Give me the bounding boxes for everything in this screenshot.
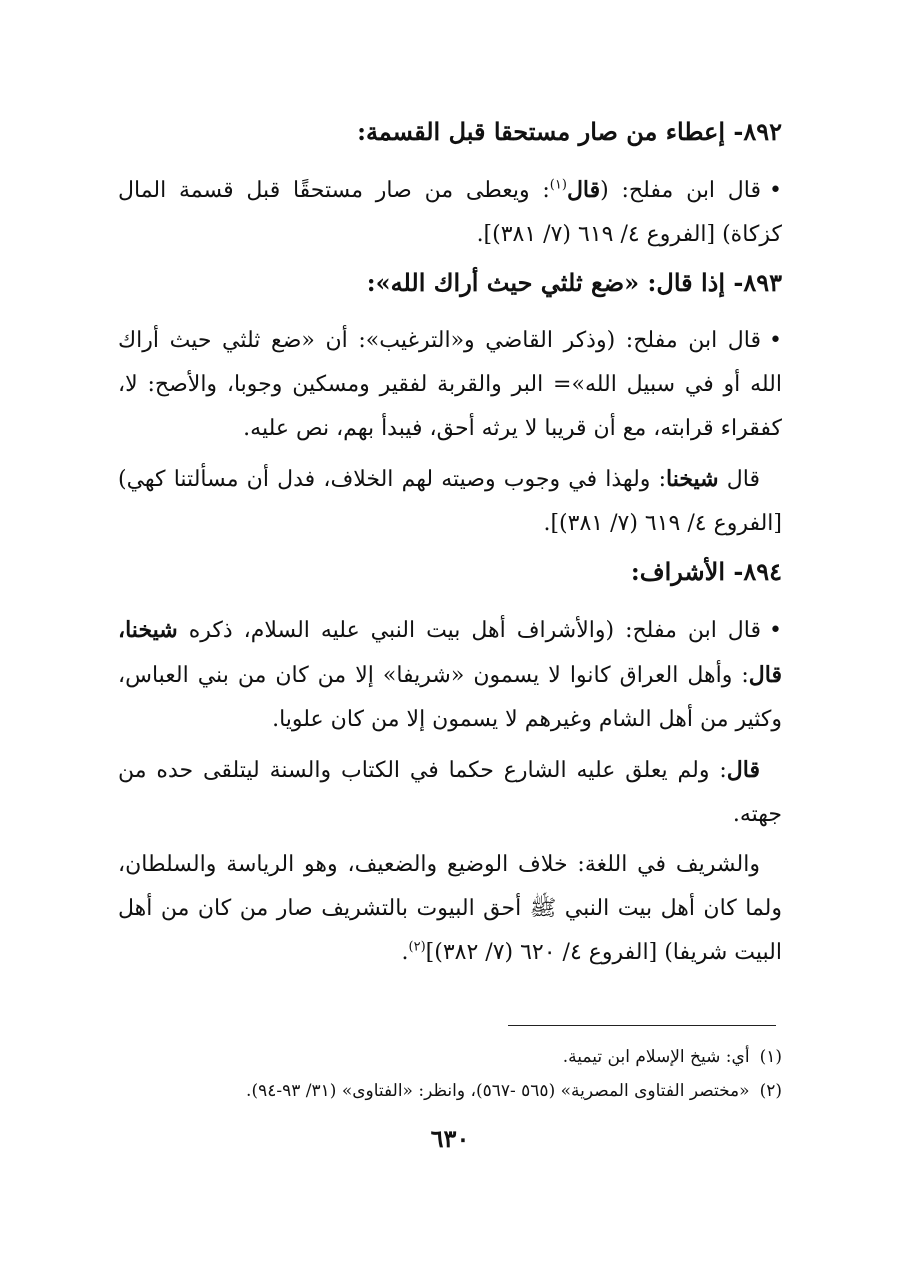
paragraph-text: : وأهل العراق كانوا لا يسمون «شريفا» إلا من كان من بني العباس، وكثير من أهل الشام وغيرهم لا يسمون إلا من كان علويا. xyxy=(118,663,782,732)
bold-term: شيخنا، قال xyxy=(118,617,782,688)
paragraph-text: قال ابن مفلح: ( xyxy=(600,178,762,203)
paragraph-text: والشريف في اللغة: خلاف الوضيع والضعيف، وهو الرياسة والسلطان، ولما كان أهل بيت النبي ﷺ أحق البيوت بالتشريف صار من كان من أهل البيت شريفا) [الفروع ٤/ ٦٢٠ (٧/ ٣٨٢)] xyxy=(118,852,782,965)
footnote-number: (٢) xyxy=(759,1081,782,1101)
paragraph-892-1 xyxy=(118,168,782,257)
footnotes xyxy=(118,1040,782,1108)
bold-term: قال xyxy=(726,757,760,783)
paragraph-894-3 xyxy=(118,843,782,975)
paragraph-text: قال ابن مفلح: (والأشراف أهل بيت النبي عليه السلام، ذكره xyxy=(177,618,762,643)
paragraph-894-1 xyxy=(118,608,782,742)
footnote-1 xyxy=(118,1040,782,1074)
paragraph-text: . xyxy=(401,940,409,965)
paragraph-text: قال ابن مفلح: (وذكر القاضي و«الترغيب»: أن «ضع ثلثي حيث أراك الله أو في سبيل الله»= البر والقربة لفقير ومسكين وجوبا، والأصح: لا، كفقراء قرابته، مع أن قريبا لا يرثه أحق، فيبدأ بهم، نص عليه. xyxy=(118,328,782,441)
footnote-text: «مختصر الفتاوى المصرية» (٥٦٥ -٥٦٧)، وانظر: «الفتاوى» (٣١/ ٩٣-٩٤). xyxy=(246,1081,750,1101)
paragraph-text: : ولهذا في وجوب وصيته لهم الخلاف، فدل أن مسألتنا كهي) [الفروع ٤/ ٦١٩ (٧/ ٣٨١)]. xyxy=(118,467,782,536)
footnote-2 xyxy=(118,1074,782,1108)
paragraph-text: قال xyxy=(718,467,761,492)
book-page-body xyxy=(118,112,782,981)
footnote-ref-1[interactable]: (١) xyxy=(549,177,567,193)
section-heading-893: ٨٩٣- إذا قال: «ضع ثلثي حيث أراك الله»: xyxy=(366,268,782,297)
section-heading-892: ٨٩٢- إعطاء من صار مستحقا قبل القسمة: xyxy=(357,117,782,146)
footnote-number: (١) xyxy=(759,1047,782,1067)
page-number: ٦٣٠ xyxy=(430,1124,470,1153)
footnote-ref-2[interactable]: (٢) xyxy=(408,939,426,955)
footnote-divider xyxy=(508,1025,776,1026)
footnote-text: أي: شيخ الإسلام ابن تيمية. xyxy=(562,1047,750,1067)
paragraph-893-1 xyxy=(118,319,782,451)
bullet-icon: • xyxy=(769,618,782,643)
bullet-icon: • xyxy=(769,328,782,353)
bullet-icon: • xyxy=(769,178,782,203)
paragraph-text: : ولم يعلق عليه الشارع حكما في الكتاب والسنة ليتلقى حده من جهته. xyxy=(118,758,782,827)
paragraph-894-2 xyxy=(118,748,782,837)
bold-term: شيخنا xyxy=(666,466,719,492)
paragraph-text: : ويعطى من صار مستحقًا قبل قسمة المال كزكاة) [الفروع ٤/ ٦١٩ (٧/ ٣٨١)]. xyxy=(118,178,782,247)
bold-term: قال xyxy=(566,177,601,203)
section-heading-894: ٨٩٤- الأشراف: xyxy=(630,557,782,586)
paragraph-893-2 xyxy=(118,457,782,546)
